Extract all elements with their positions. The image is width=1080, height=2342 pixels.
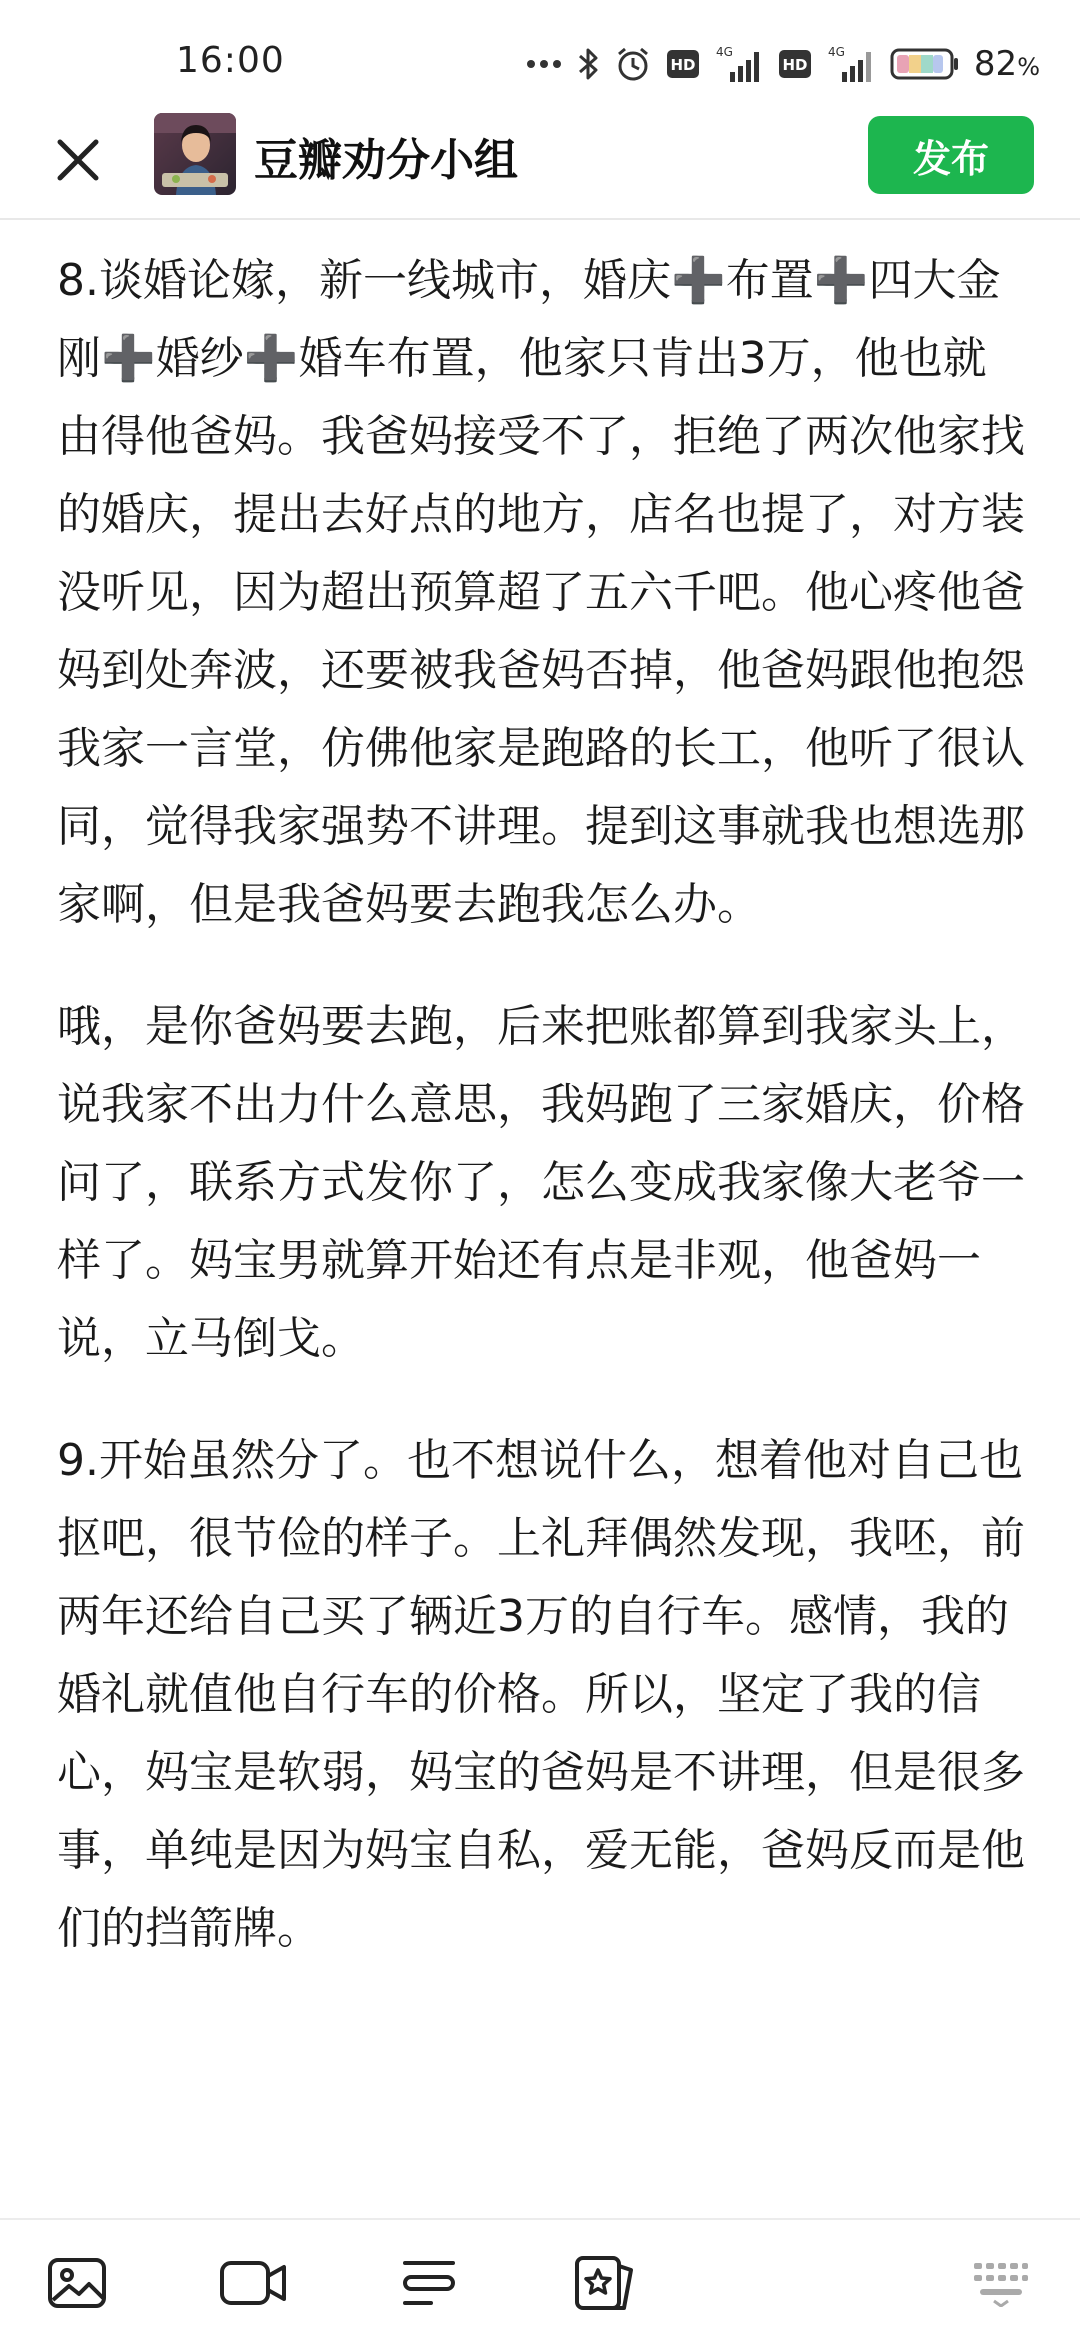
signal-icon bbox=[826, 44, 876, 84]
close-icon bbox=[54, 136, 102, 184]
content-paragraph[interactable]: 哦，是你爸妈要去跑，后来把账都算到我家头上，说我家不出力什么意思，我妈跑了三家婚庆，价格问了，联系方式发你了，怎么变成我家像大老爷一样了。妈宝男就算开始还有点是非观，他爸妈一说，立马倒戈。 bbox=[57, 1001, 1025, 1364]
svg-text:HD: HD bbox=[670, 56, 696, 74]
battery-percent: 82% bbox=[973, 44, 1040, 84]
status-icons bbox=[526, 42, 1040, 86]
group-avatar[interactable] bbox=[154, 113, 236, 195]
battery-icon bbox=[890, 47, 960, 81]
keyboard-toggle-button[interactable] bbox=[966, 2248, 1036, 2318]
status-bar bbox=[0, 0, 1080, 120]
close-button[interactable] bbox=[48, 130, 108, 190]
bluetooth-icon bbox=[576, 46, 600, 82]
svg-text:4G: 4G bbox=[827, 45, 845, 59]
svg-text:HD: HD bbox=[782, 56, 808, 74]
content-paragraph[interactable]: 9.开始虽然分了。也不想说什么，想着他对自己也抠吧，很节俭的样子。上礼拜偶然发现，我呸，前两年还给自己买了辆近3万的自行车。感情，我的婚礼就值他自行车的价格。所以，坚定了我的信心，妈宝是软弱，妈宝的爸妈是不讲理，但是很多事，单纯是因为妈宝自私，爱无能，爸妈反而是他们的挡箭牌。 bbox=[57, 1435, 1025, 1954]
favorite-card-button[interactable] bbox=[570, 2248, 640, 2318]
alarm-icon bbox=[614, 45, 652, 83]
insert-image-button[interactable] bbox=[42, 2248, 112, 2318]
image-icon bbox=[47, 2256, 107, 2310]
hd-icon bbox=[778, 49, 812, 79]
status-time: 16:00 bbox=[176, 40, 285, 81]
svg-text:4G: 4G bbox=[715, 45, 733, 59]
hd-icon bbox=[666, 49, 700, 79]
publish-button[interactable]: 发布 bbox=[868, 116, 1034, 194]
text-format-button[interactable] bbox=[394, 2248, 464, 2318]
star-card-icon bbox=[574, 2254, 636, 2312]
post-content[interactable] bbox=[57, 242, 1027, 2012]
content-paragraph[interactable]: 8.谈婚论嫁，新一线城市，婚庆➕布置➕四大金刚➕婚纱➕婚车布置，他家只肯出3万，他也就由得他爸妈。我爸妈接受不了，拒绝了两次他家找的婚庆，提出去好点的地方，店名也提了，对方装没听见，因为超出预算超了五六千吧。他心疼他爸妈到处奔波，还要被我爸妈否掉，他爸妈跟他抱怨我家一言堂，仿佛他家是跑路的长工，他听了很认同，觉得我家强势不讲理。提到这事就我也想选那家啊，但是我爸妈要去跑我怎么办。 bbox=[57, 255, 1025, 930]
keyboard-icon bbox=[972, 2259, 1030, 2307]
header-divider bbox=[0, 218, 1080, 220]
group-title[interactable]: 豆瓣劝分小组 bbox=[254, 135, 518, 186]
insert-video-button[interactable] bbox=[218, 2248, 288, 2318]
signal-icon bbox=[714, 44, 764, 84]
header bbox=[0, 110, 1080, 220]
format-text-icon bbox=[401, 2255, 457, 2311]
editor-toolbar bbox=[0, 2218, 1080, 2342]
video-icon bbox=[219, 2258, 287, 2308]
more-dots-icon bbox=[526, 59, 562, 69]
